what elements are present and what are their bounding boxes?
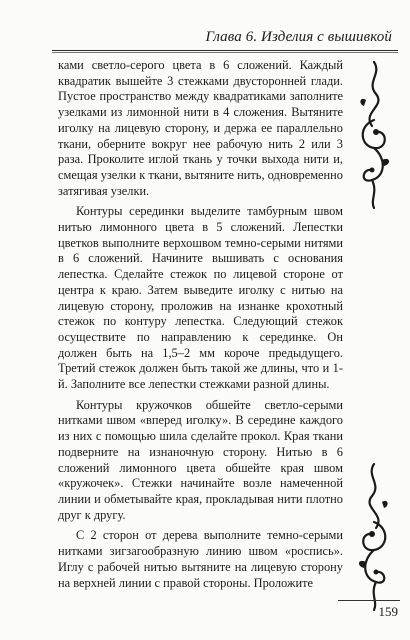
header-rule-thin: [52, 52, 398, 53]
page-number-rule: [338, 600, 400, 601]
page-number: 159: [378, 604, 398, 619]
header-rule: [52, 50, 398, 51]
paragraph-1: ками светло-серого цвета в 6 сложений. Каждый квадратик вышейте 3 стежками двусторонней глади. Пустое пространство между квадратиками заполните узелками из лимонной нити в 4 сложения. Вытяните иголку на лицевую сторону, и держа ее параллельно ткани, оберните вокруг нее рабочую нить 2 или 3 раза. Проколите иглой ткань у точки выхода нити и, смещая узелки к ткани, вытяните нить, одновременно затягивая узелки.: [58, 58, 343, 198]
flourish-ornament-bottom-icon: [352, 462, 396, 612]
paragraph-2: Контуры серединки выделите тамбурным швом нитью лимонного цвета в 5 сложений. Лепестки цветков выполните верхошвом темно-серыми нитями в 6 сложений. Начините вышивать с основания лепестка. Сделайте стежок по лицевой стороне от центра к краю. Затем выведите иголку с нитью на лицевую сторону, проложив на изнанке крохотный стежок по контуру лепестка. Следующий стежок осуществите по направлению к серединке. Он должен быть на 1,5–2 мм короче предыдущего. Третий стежок должен быть такой же длины, что и 1-й. Заполните все лепестки стежками разной длины.: [58, 204, 343, 392]
flourish-ornament-top-icon: [352, 60, 396, 210]
body-text: [58, 58, 343, 591]
paragraph-4: С 2 сторон от дерева выполните темно-серыми нитками зигзагообразную линию швом «роспись». Иглу с рабочей нитью вытяните на лицевую сторону на верхней линии с правой стороны. Проложите: [58, 528, 343, 590]
running-header: Глава 6. Изделия с вышивкой: [205, 29, 392, 45]
paragraph-3: Контуры кружочков обшейте светло-серыми нитками швом «вперед иголку». В середине каждого из них с помощью шила сделайте прокол. Края ткани подверните на изнаночную сторону. Нитью в 6 сложений лимонного цвета обшейте края швом «кружочек». Стежки начинайте возле намеченной линии и обметывайте края, прокладывая нити плотно друг к другу.: [58, 397, 343, 522]
